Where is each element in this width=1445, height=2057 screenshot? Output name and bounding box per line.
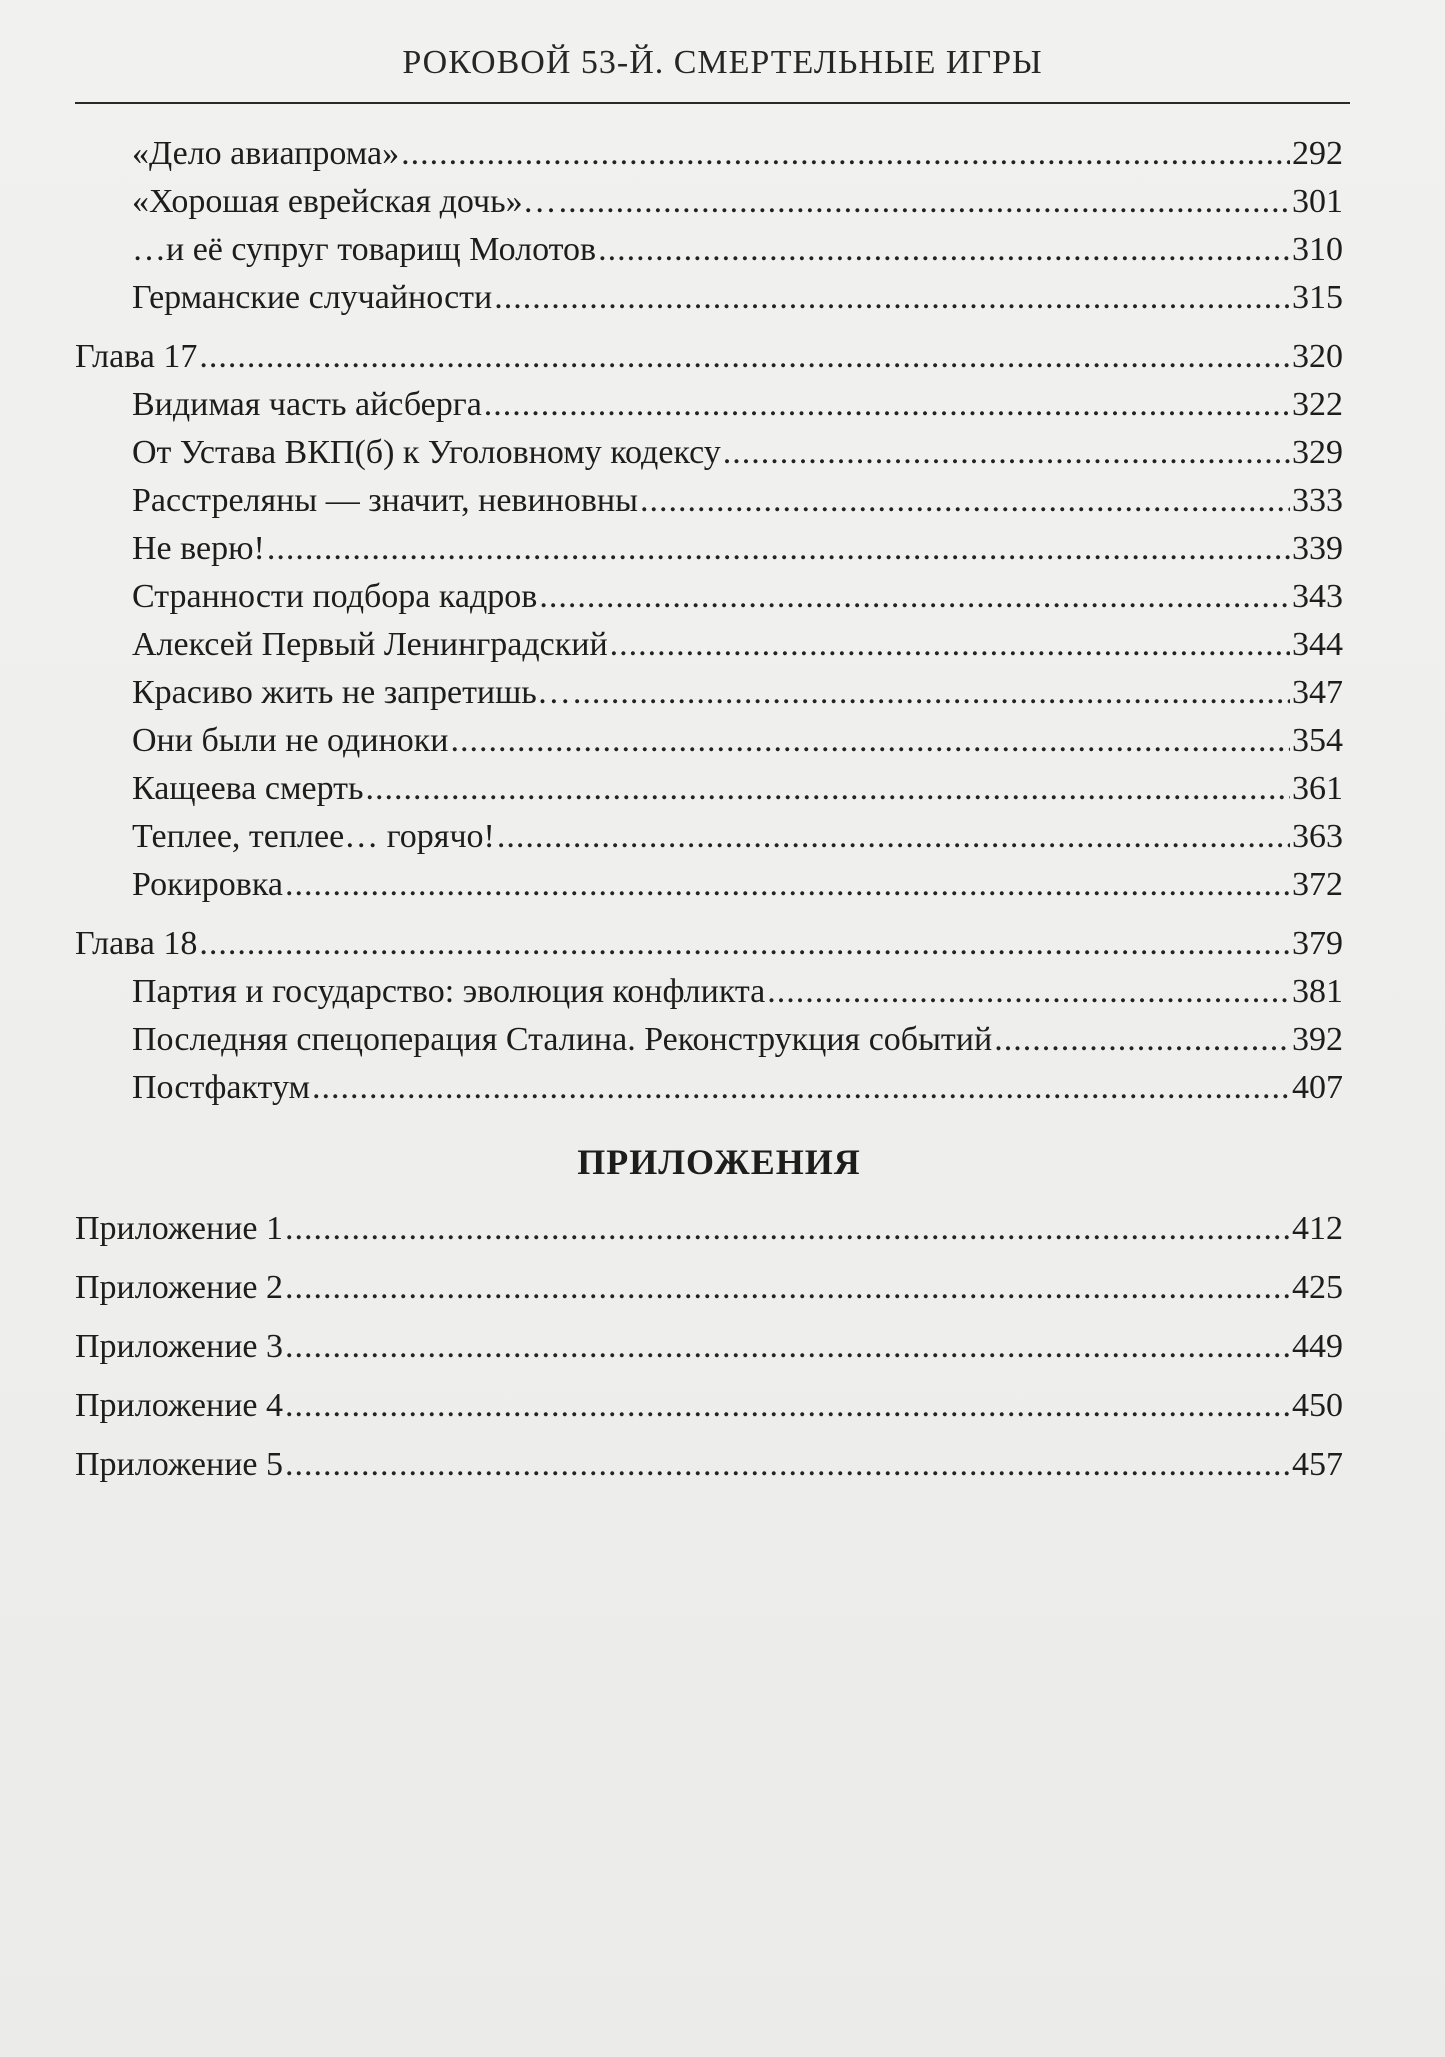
dot-leader <box>559 178 1290 226</box>
toc-entry-page: 457 <box>1292 1446 1343 1483</box>
toc-entry <box>75 333 1343 381</box>
toc-entry <box>75 573 1343 621</box>
toc-entry-title: Приложение 2 <box>75 1269 283 1306</box>
toc-entry <box>75 429 1343 477</box>
toc-entry <box>75 274 1343 322</box>
dot-leader <box>312 1064 1290 1112</box>
toc-entry-page: 412 <box>1292 1210 1343 1247</box>
toc-entry-page: 347 <box>1292 674 1343 711</box>
header-rule <box>75 102 1350 104</box>
toc-entry <box>75 226 1343 274</box>
toc-entry-page: 450 <box>1292 1387 1343 1424</box>
toc-entry-page: 292 <box>1292 135 1343 172</box>
toc-entry <box>75 669 1343 717</box>
dot-leader <box>401 130 1290 178</box>
toc-entry-title: Красиво жить не запретишь… <box>132 674 571 711</box>
toc-entry-page: 379 <box>1292 925 1343 962</box>
toc-entry-title: Последняя спецоперация Сталина. Реконструкция событий <box>132 1021 993 1058</box>
toc-entry-page: 372 <box>1292 866 1343 903</box>
dot-leader <box>199 920 1290 968</box>
toc-entry-title: Приложение 5 <box>75 1446 283 1483</box>
toc-entry-title: Не верю! <box>132 530 265 567</box>
toc-entry <box>75 1199 1343 1258</box>
toc-entry <box>75 525 1343 573</box>
toc-entry-title: Приложение 1 <box>75 1210 283 1247</box>
dot-leader <box>610 621 1290 669</box>
dot-leader <box>267 525 1290 573</box>
dot-leader <box>450 717 1290 765</box>
toc-entry-page: 333 <box>1292 482 1343 519</box>
toc-entry <box>75 920 1343 968</box>
toc-entry-page: 315 <box>1292 279 1343 316</box>
toc-appendix-list <box>75 1199 1343 1494</box>
dot-leader <box>598 226 1290 274</box>
toc-entry-title: Странности подбора кадров <box>132 578 538 615</box>
dot-leader <box>285 1199 1290 1258</box>
toc-entry-title: Глава 17 <box>75 338 198 375</box>
toc-entry-title: Алексей Первый Ленинградский <box>132 626 608 663</box>
toc-entry-title: Теплее, теплее… горячо! <box>132 818 495 855</box>
toc-entry-title: …и её супруг товарищ Молотов <box>132 231 597 268</box>
dot-leader <box>285 1317 1290 1376</box>
appendix-heading: ПРИЛОЖЕНИЯ <box>577 1142 861 1182</box>
toc-entry <box>75 477 1343 525</box>
running-head: РОКОВОЙ 53-Й. СМЕРТЕЛЬНЫЕ ИГРЫ <box>402 44 1043 81</box>
dot-leader <box>573 669 1290 717</box>
toc-entry-title: Партия и государство: эволюция конфликта <box>132 973 766 1010</box>
toc-entry <box>75 1016 1343 1064</box>
dot-leader <box>285 861 1290 909</box>
toc-entry-page: 329 <box>1292 434 1343 471</box>
toc-entry <box>75 1435 1343 1494</box>
dot-leader <box>723 429 1290 477</box>
toc-entry <box>75 813 1343 861</box>
table-of-contents <box>75 130 1343 1494</box>
toc-entry <box>75 130 1343 178</box>
toc-entry-title: «Дело авиапрома» <box>132 135 400 172</box>
toc-entry-title: Видимая часть айсберга <box>132 386 482 423</box>
toc-entry-page: 301 <box>1292 183 1343 220</box>
toc-entry-page: 425 <box>1292 1269 1343 1306</box>
dot-leader <box>640 477 1290 525</box>
toc-entry <box>75 717 1343 765</box>
toc-entry-title: Расстреляны — значит, невиновны <box>132 482 638 519</box>
dot-leader <box>497 813 1290 861</box>
toc-entry-title: «Хорошая еврейская дочь»… <box>132 183 557 220</box>
toc-entry-title: Они были не одиноки <box>132 722 449 759</box>
toc-entry-title: Постфактум <box>132 1069 311 1106</box>
toc-entry <box>75 1064 1343 1112</box>
dot-leader <box>767 968 1290 1016</box>
toc-entry <box>75 1317 1343 1376</box>
toc-entry <box>75 621 1343 669</box>
toc-entry-page: 339 <box>1292 530 1343 567</box>
dot-leader <box>539 573 1290 621</box>
dot-leader <box>285 1435 1290 1494</box>
toc-chapter-list <box>75 130 1343 1112</box>
toc-entry-page: 392 <box>1292 1021 1343 1058</box>
toc-entry <box>75 381 1343 429</box>
toc-entry-page: 363 <box>1292 818 1343 855</box>
toc-entry <box>75 1258 1343 1317</box>
toc-entry <box>75 861 1343 909</box>
dot-leader <box>366 765 1291 813</box>
toc-entry-page: 381 <box>1292 973 1343 1010</box>
dot-leader <box>994 1016 1290 1064</box>
dot-leader <box>484 381 1290 429</box>
toc-entry-page: 310 <box>1292 231 1343 268</box>
toc-entry-title: Приложение 4 <box>75 1387 283 1424</box>
toc-entry-page: 322 <box>1292 386 1343 423</box>
dot-leader <box>494 274 1290 322</box>
toc-entry-page: 343 <box>1292 578 1343 615</box>
dot-leader <box>285 1258 1290 1317</box>
toc-entry <box>75 968 1343 1016</box>
toc-entry-page: 344 <box>1292 626 1343 663</box>
toc-entry-title: Глава 18 <box>75 925 198 962</box>
toc-entry-page: 354 <box>1292 722 1343 759</box>
toc-entry <box>75 1376 1343 1435</box>
toc-entry-title: Кащеева смерть <box>132 770 364 807</box>
toc-entry <box>75 765 1343 813</box>
toc-entry <box>75 178 1343 226</box>
toc-entry-page: 320 <box>1292 338 1343 375</box>
dot-leader <box>285 1376 1290 1435</box>
toc-entry-title: Приложение 3 <box>75 1328 283 1365</box>
toc-entry-title: Рокировка <box>132 866 283 903</box>
toc-entry-title: Германские случайности <box>132 279 493 316</box>
toc-entry-page: 361 <box>1292 770 1343 807</box>
toc-entry-page: 449 <box>1292 1328 1343 1365</box>
toc-entry-page: 407 <box>1292 1069 1343 1106</box>
dot-leader <box>199 333 1290 381</box>
toc-entry-title: От Устава ВКП(б) к Уголовному кодексу <box>132 434 721 471</box>
